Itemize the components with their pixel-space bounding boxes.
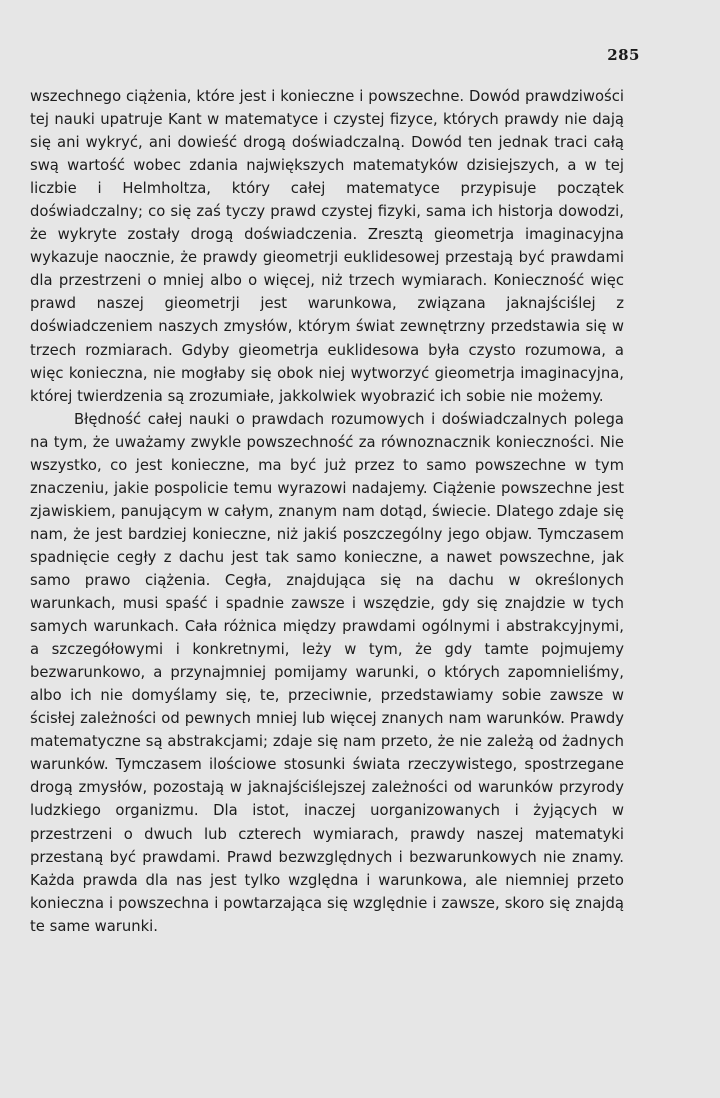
text-body	[30, 85, 624, 938]
paragraph-continuation: wszechnego ciążenia, które jest i konieczne i powszechne. Dowód prawdziwości tej nauki upatruje Kant w matematyce i czystej fizyce, których prawdy nie dają się ani wykryć, ani dowieść drogą doświadczalną. Dowód ten jednak traci całą swą wartość wobec zdania największych matematyków dzisiejszych, a w tej liczbie i Helmholtza, który całej matematyce przypisuje początek doświadczalny; co się zaś tyczy prawd czystej fizyki, sama ich historja dowodzi, że wykryte zostały drogą doświadczenia. Zresztą gieometrja imaginacyjna wykazuje naocznie, że prawdy gieometrji euklidesowej przestają być prawdami dla przestrzeni o mniej albo o więcej, niż trzech wymiarach. Konieczność więc prawd naszej gieometrji jest warunkowa, związana jaknajściślej z doświadczeniem naszych zmysłów, którym świat zewnętrzny przedstawia się w trzech rozmiarach. Gdyby gieometrja euklidesowa była czysto rozumowa, a więc konieczna, nie mogłaby się obok niej wytworzyć gieometrja imaginacyjna, której twierdzenia są zrozumiałe, jakkolwiek wyobrazić ich sobie nie możemy.	[30, 88, 624, 405]
page-number: 285	[607, 46, 640, 64]
paragraph: Błędność całej nauki o prawdach rozumowych i doświadczalnych polega na tym, że uważamy zwykle powszechność za równoznacznik konieczności. Nie wszystko, co jest konieczne, ma być już przez to samo powszechne w tym znaczeniu, jakie pospolicie temu wyrazowi nadajemy. Ciążenie powszechne jest zjawiskiem, panującym w całym, znanym nam dotąd, świecie. Dlatego zdaje się nam, że jest bardziej konieczne, niż jakiś poszczególny jego objaw. Tymczasem spadnięcie cegły z dachu jest tak samo konieczne, a nawet powszechne, jak samo prawo ciążenia. Cegła, znajdująca się na dachu w określonych warunkach, musi spaść i spadnie zawsze i wszędzie, gdy się znajdzie w tych samych warunkach. Cała różnica między prawdami ogólnymi i abstrakcyjnymi, a szczegółowymi i konkretnymi, leży w tym, że gdy tamte pojmujemy bezwarunkowo, a przynajmniej pomijamy warunki, o których zapomnieliśmy, albo ich nie domyślamy się, te, przeciwnie, przedstawiamy sobie zawsze w ścisłej zależności od pewnych mniej lub więcej znanych nam warunków. Prawdy matematyczne są abstrakcjami; zdaje się nam przeto, że nie zależą od żadnych warunków. Tymczasem ilościowe stosunki świata rzeczywistego, spostrzegane drogą zmysłów, pozostają w jaknajściślejszej zależności od warunków przyrody ludzkiego organizmu. Dla istot, inaczej uorganizowanych i żyjących w przestrzeni o dwuch lub czterech wymiarach, prawdy naszej matematyki przestaną być prawdami. Prawd bezwzględnych i bezwarunkowych nie znamy. Każda prawda dla nas jest tylko względna i warunkowa, ale niemniej przeto konieczna i powszechna i powtarzająca się względnie i zawsze, skoro się znajdą te same warunki.	[30, 410, 624, 935]
